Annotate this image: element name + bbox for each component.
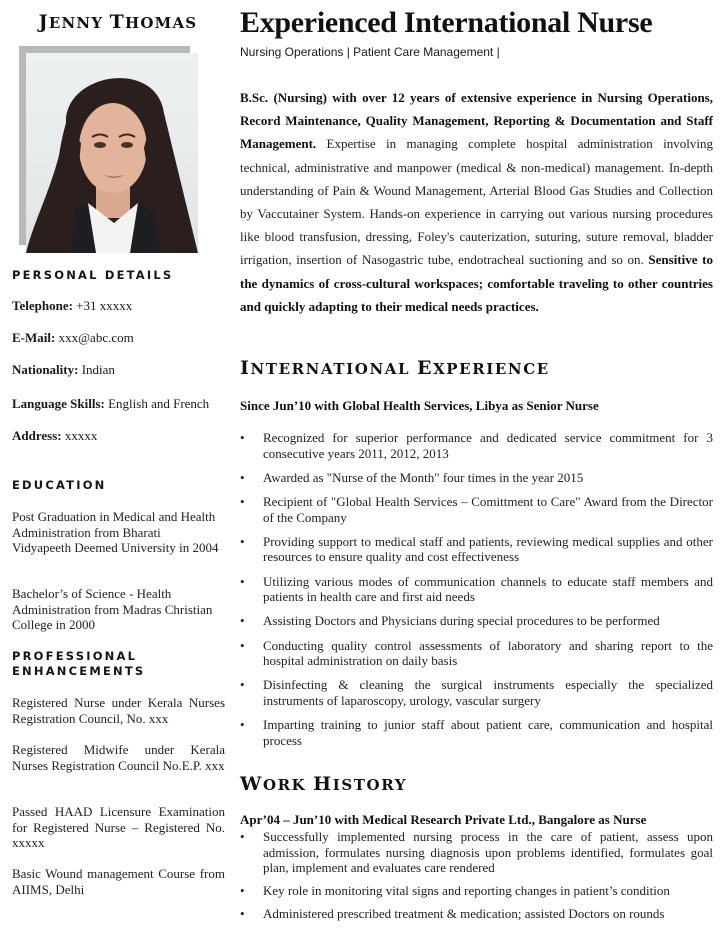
- summary-body: Expertise in managing complete hospital administration involving technical, administrative and manpower (medical & non-medical) management. In-depth understanding of Pain & Wound Management, Arterial Blood Gas Studies and Collection by Vaccutainer System. Hands-on experience in carrying out various nursing procedures like blood transfusion, dressing, Foley's cauterization, suturing, suture removal, bladder irrigation, insertion of Nasogastric tube, endotracheal suctioning and so on.: [240, 136, 713, 268]
- language-skills-label: Language Skills:: [12, 396, 105, 411]
- name-initial: J: [38, 11, 49, 33]
- heading-initial: I: [240, 357, 251, 379]
- professional-summary: [240, 86, 713, 318]
- enhancement-item: Basic Wound management Course from AIIMS, Delhi: [12, 866, 225, 897]
- list-item: • Key role in monitoring vital signs and reporting changes in patient’s condition: [240, 883, 713, 899]
- summary-bold-intro: B.Sc. (Nursing) with over 12 years of extensive experience in Nursing Operations, Record Maintenance, Quality Management, Reporting & Documentation and Staff Management.: [240, 90, 713, 152]
- name-rest: HOMAS: [125, 14, 198, 32]
- education-item: Post Graduation in Medical and Health Administration from Bharati Vidyapeeth Deemed University in 2004: [12, 509, 219, 556]
- language-skills-row: [12, 396, 209, 412]
- work-history-heading: [240, 773, 407, 795]
- address-row: [12, 428, 97, 444]
- heading-rest: NTERNATIONAL: [250, 360, 417, 378]
- international-job-title: Since Jun’10 with Global Health Services, Libya as Senior Nurse: [240, 398, 599, 413]
- education-item: Bachelor’s of Science - Health Administration from Madras Christian College in 2000: [12, 586, 213, 633]
- education-heading: EDUCATION: [12, 478, 107, 492]
- list-item: • Providing support to medical staff and patients, reviewing medical supplies and other resources to ensure quality and cost effectiveness: [240, 534, 713, 565]
- personal-details-heading: PERSONAL DETAILS: [12, 268, 174, 282]
- name-initial: T: [109, 11, 126, 33]
- list-item: • Recipient of "Global Health Services – Comittment to Care" Award from the Director of the Company: [240, 494, 713, 525]
- address-value: xxxxx: [61, 428, 98, 443]
- telephone-label: Telephone:: [12, 298, 73, 313]
- professional-enhancements-heading: [12, 649, 145, 679]
- telephone-value: +31 xxxxx: [72, 298, 133, 313]
- summary-bold-closing: Sensitive to the dynamics of cross-cultural workspaces; comfortable traveling to other countries and quickly adapting to their medical needs practices.: [240, 252, 713, 314]
- list-item: • Utilizing various modes of communication channels to educate staff members and patients in health care and first aid needs: [240, 574, 713, 605]
- heading-line: ENHANCEMENTS: [12, 664, 146, 678]
- heading-initial: E: [416, 357, 434, 379]
- international-experience-list: [240, 430, 713, 757]
- heading-rest: XPERIENCE: [433, 360, 550, 378]
- candidate-name: [12, 11, 224, 33]
- heading-initial: H: [313, 773, 333, 795]
- enhancement-item: Passed HAAD Licensure Examination for Registered Nurse – Registered No. xxxxx: [12, 804, 225, 851]
- list-item: • Assisting Doctors and Physicians during special procedures to be performed: [240, 613, 713, 629]
- list-item: • Disinfecting & cleaning the surgical instruments especially the specialized instruments of laparoscopy, urology, vascular surgery: [240, 677, 713, 708]
- nationality-label: Nationality:: [12, 362, 79, 377]
- resume-title: Experienced International Nurse: [240, 6, 653, 39]
- nationality-value: Indian: [78, 362, 115, 377]
- list-item: • Recognized for superior performance and dedicated service commitment for 3 consecutive years 2011, 2012, 2013: [240, 430, 713, 461]
- nationality-row: [12, 362, 115, 378]
- name-rest: ENNY: [48, 14, 104, 32]
- resume-subtitle: Nursing Operations | Patient Care Management |: [240, 45, 500, 59]
- heading-initial: W: [240, 773, 263, 795]
- work-history-list: [240, 829, 713, 929]
- email-value[interactable]: xxx@abc.com: [55, 330, 134, 345]
- enhancement-item: Registered Nurse under Kerala Nurses Registration Council, No. xxx: [12, 695, 225, 726]
- list-item: • Successfully implemented nursing process in the care of patient, assess upon admission, formulates nursing diagnosis upon problems identified, formulates goal plan, implement and evaluates care rendered: [240, 829, 713, 876]
- heading-rest: ORK: [262, 776, 314, 794]
- address-label: Address:: [12, 428, 62, 443]
- language-skills-value: English and French: [104, 396, 210, 411]
- list-item: • Conducting quality control assessments of laboratory and sharing report to the hospital administration on daily basis: [240, 638, 713, 669]
- email-row: [12, 330, 134, 346]
- list-item: • Administered prescribed treatment & medication; assisted Doctors on rounds: [240, 906, 713, 922]
- heading-rest: ISTORY: [332, 776, 408, 794]
- portrait-illustration: [26, 53, 198, 253]
- heading-line: PROFESSIONAL: [12, 649, 138, 663]
- international-experience-heading: [240, 357, 550, 379]
- list-item: • Imparting training to junior staff about patient care, communication and hospital process: [240, 717, 713, 748]
- enhancement-item: Registered Midwife under Kerala Nurses Registration Council No.E.P. xxx: [12, 742, 225, 773]
- email-label: E-Mail:: [12, 330, 56, 345]
- list-item: • Awarded as "Nurse of the Month" four times in the year 2015: [240, 470, 713, 486]
- work-history-job-title: Apr’04 – Jun’10 with Medical Research Private Ltd., Bangalore as Nurse: [240, 812, 647, 827]
- profile-photo: [26, 53, 198, 253]
- telephone-row: [12, 298, 132, 314]
